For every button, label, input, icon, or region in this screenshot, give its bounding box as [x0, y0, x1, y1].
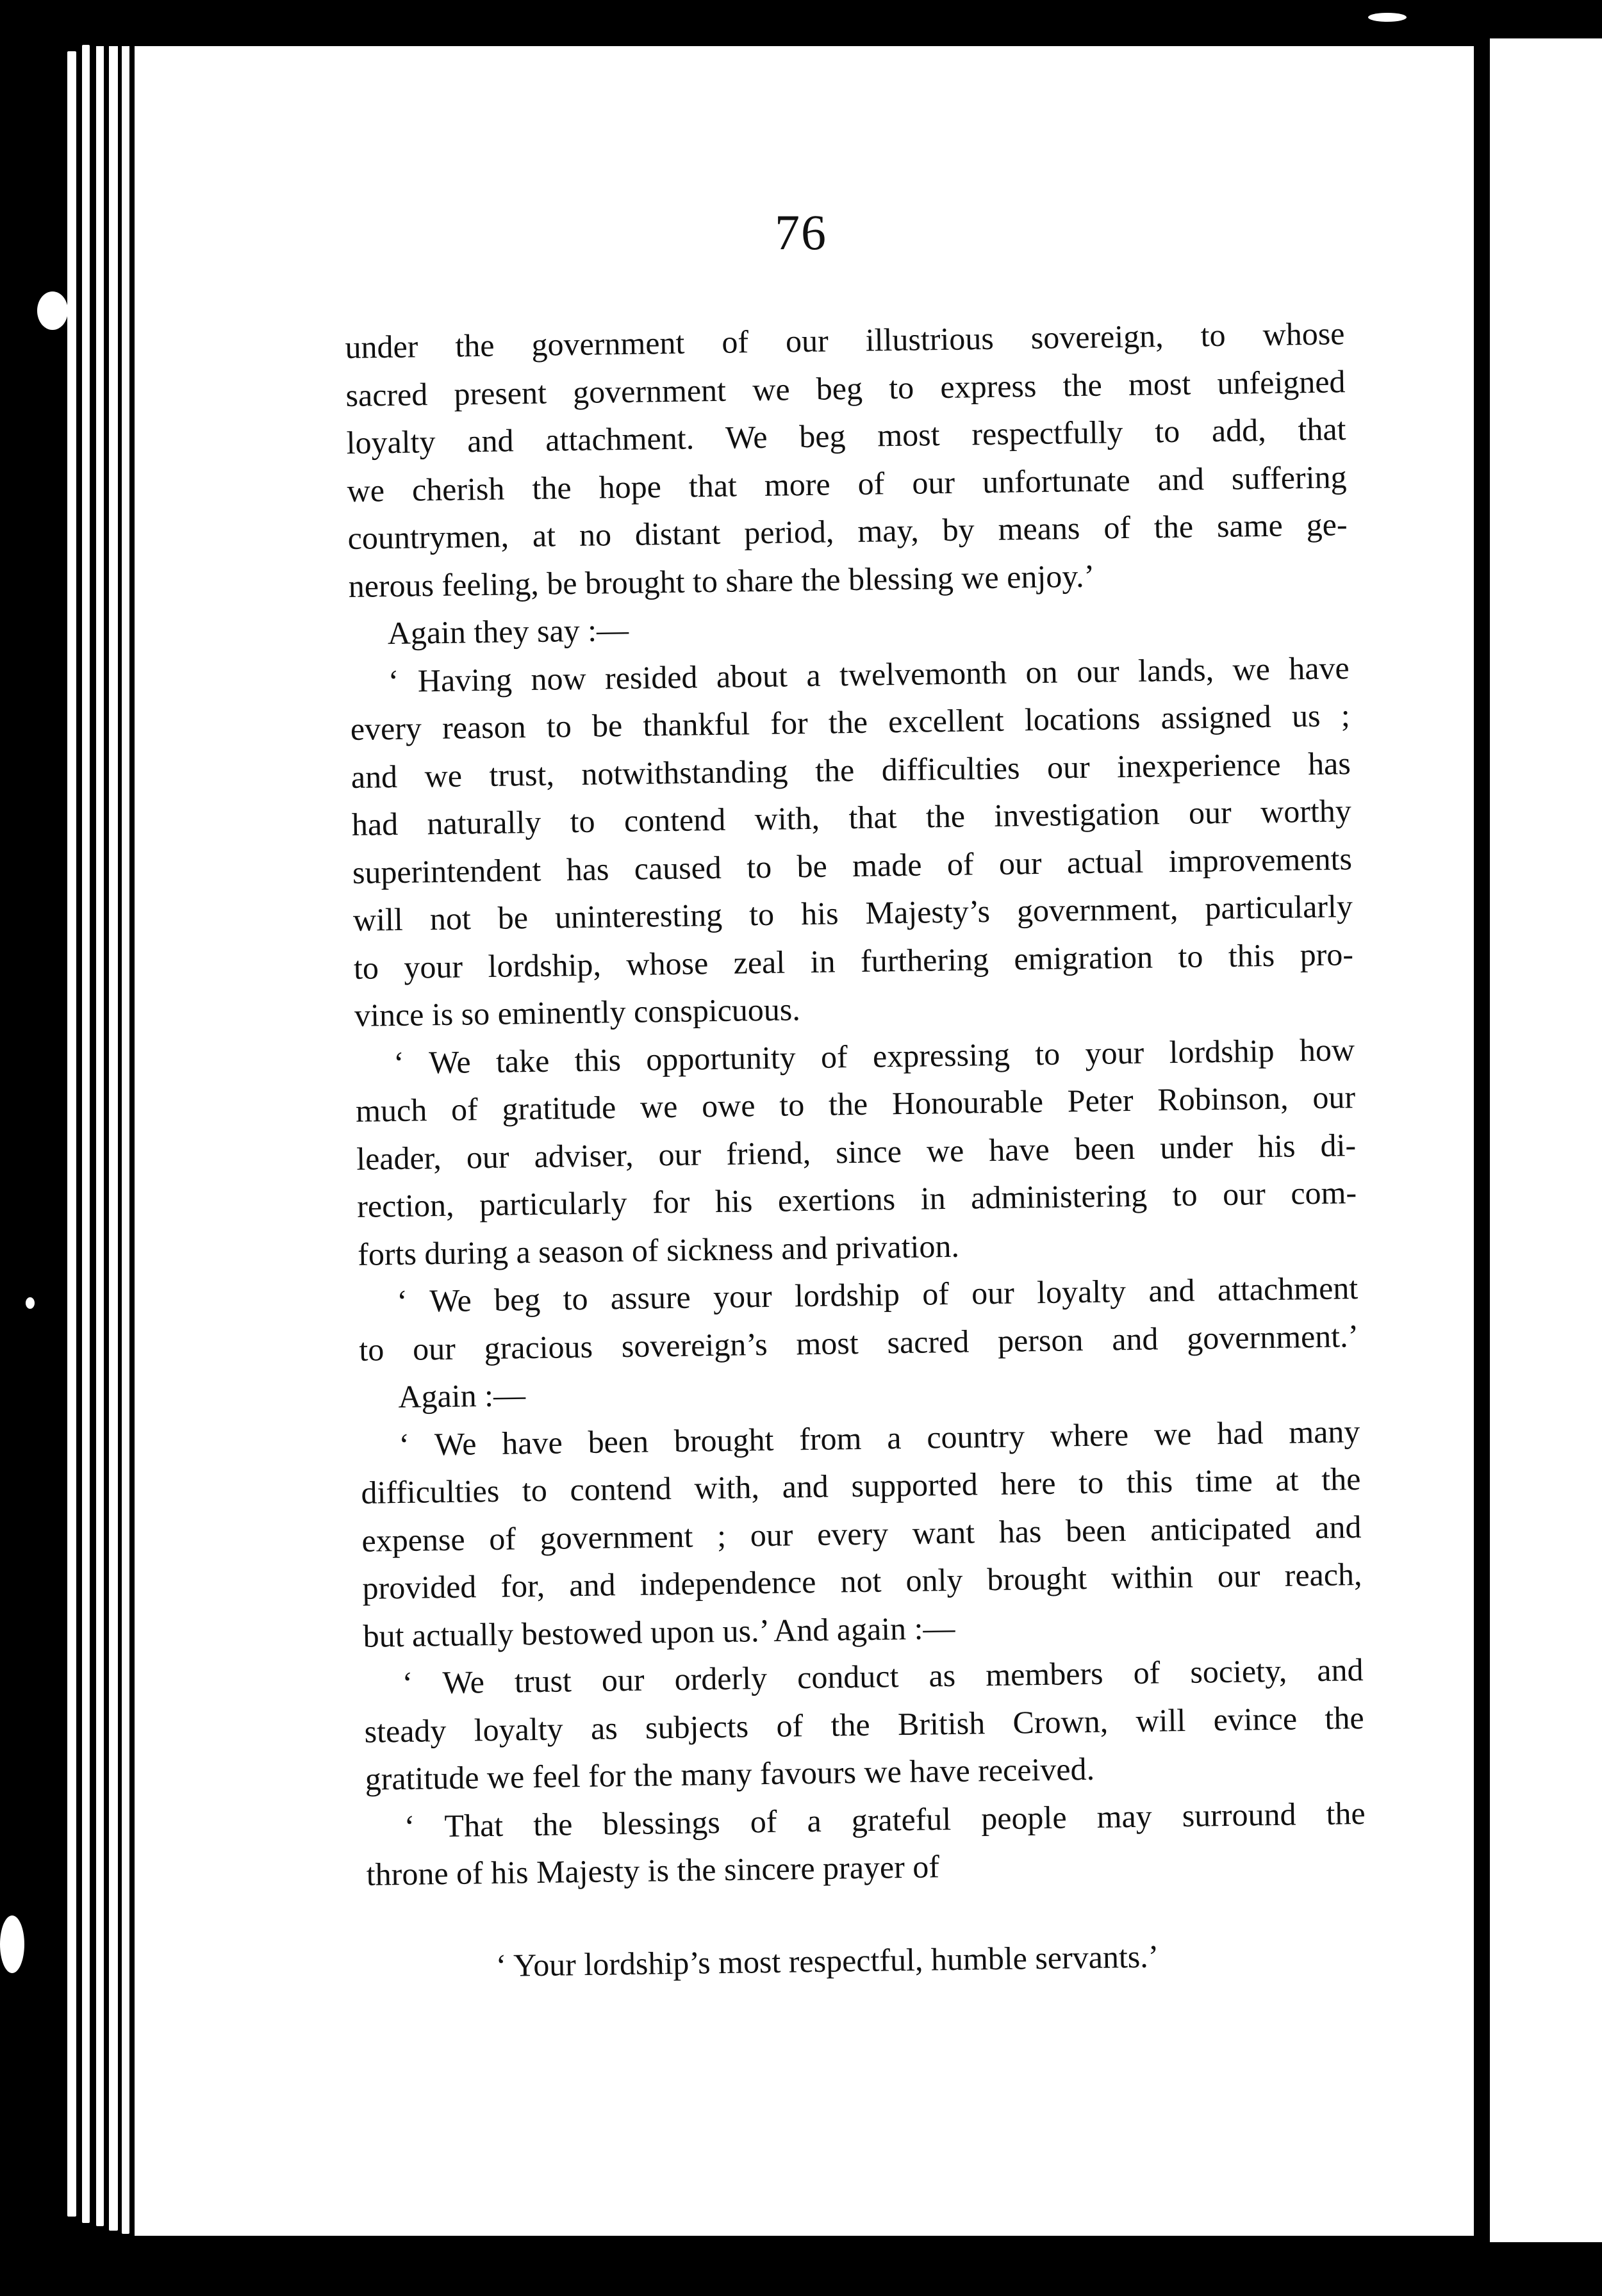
text-line: superintendent has caused to be made of our actual improvements	[352, 840, 1353, 890]
text-line: Again they say :—	[387, 611, 629, 652]
text-line: ‘ We trust our orderly conduct as members of society, and	[402, 1652, 1364, 1701]
text-line: to your lordship, whose zeal in furthering emigration to this pro-	[353, 935, 1354, 986]
scan-speck	[37, 291, 68, 330]
text-line: nerous feeling, be brought to share the blessing we enjoy.’	[348, 557, 1095, 604]
text-line: provided for, and independence not only brought within our reach,	[362, 1556, 1362, 1606]
text-line: to our gracious sovereign’s most sacred person and government.’	[358, 1317, 1359, 1368]
text-line: loyalty and attachment. We beg most respectfully to add, that	[346, 411, 1346, 461]
page-edge-stack	[96, 42, 104, 2226]
text-line: forts during a season of sickness and privation.	[357, 1227, 960, 1272]
text-line: steady loyalty as subjects of the British Crown, will evince the	[364, 1699, 1364, 1750]
scan-speck	[1368, 13, 1407, 22]
scan-speck	[26, 1297, 35, 1309]
scan-speck	[0, 1915, 24, 1973]
text-line: sacred present government we beg to express the most unfeigned	[345, 363, 1346, 413]
page-number: 76	[775, 204, 827, 260]
text-line: but actually bestowed upon us.’ And again :—	[363, 1609, 955, 1654]
text-line: expense of government ; our every want has been anticipated and	[361, 1508, 1362, 1559]
text-line: ‘ Having now resided about a twelvemonth on our lands, we have	[388, 649, 1350, 699]
text-line: countrymen, at no distant period, may, by means of the same ge-	[347, 506, 1348, 556]
page-edge-stack	[109, 40, 118, 2231]
text-line: ‘ We take this opportunity of expressing to your lordship how	[393, 1031, 1355, 1081]
next-page-sliver	[1490, 38, 1602, 2242]
text-line: ‘ We have been brought from a country where we had many	[399, 1413, 1360, 1463]
text-line: we cherish the hope that more of our unfortunate and suffering	[347, 458, 1347, 509]
text-line: leader, our adviser, our friend, since we have been under his di-	[356, 1126, 1357, 1177]
text-line: rection, particularly for his exertions in administering to our com-	[356, 1174, 1357, 1224]
text-line: under the government of our illustrious sovereign, to whose	[345, 315, 1345, 365]
text-line: will not be uninteresting to his Majesty’s government, particularly	[352, 888, 1353, 938]
text-line: ‘ That the blessings of a grateful people may surround the	[404, 1794, 1366, 1844]
page-gutter-line	[1476, 38, 1481, 2242]
text-line: gratitude we feel for the many favours we have received.	[365, 1750, 1095, 1797]
top-rule	[96, 40, 1487, 46]
text-line: had naturally to contend with, that the investigation our worthy	[351, 792, 1352, 842]
text-line: and we trust, notwithstanding the difficulties our inexperience has	[351, 744, 1351, 795]
closing-line: ‘ Your lordship’s most respectful, humble servants.’	[495, 1938, 1159, 1983]
text-line: throne of his Majesty is the sincere prayer of	[366, 1848, 940, 1892]
text-line: every reason to be thankful for the excellent locations assigned us ;	[350, 697, 1351, 747]
body-text	[345, 309, 1367, 1991]
text-line: much of gratitude we owe to the Honourable Peter Robinson, our	[355, 1079, 1356, 1129]
text-line: ‘ We beg to assure your lordship of our loyalty and attachment	[396, 1270, 1358, 1320]
page-edge-stack	[67, 51, 76, 2217]
page-edge-stack	[122, 40, 129, 2234]
text-line: Again :—	[398, 1377, 526, 1414]
page-edge-stack	[82, 45, 90, 2223]
text-line: vince is so eminently conspicuous.	[354, 991, 801, 1033]
text-line: difficulties to contend with, and supported here to this time at the	[361, 1461, 1361, 1511]
